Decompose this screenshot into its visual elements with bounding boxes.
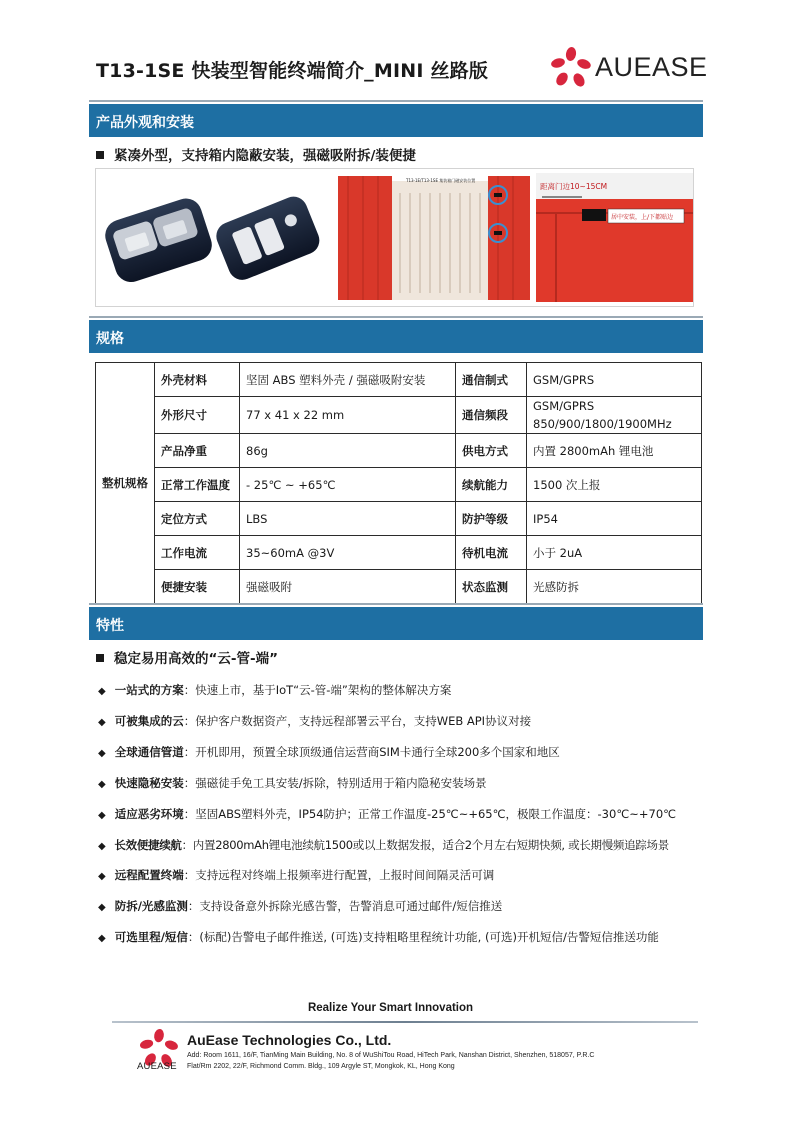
footer-company: AuEase Technologies Co., Ltd. — [187, 1032, 392, 1048]
spec-label: 待机电流 — [456, 536, 527, 570]
table-row — [96, 536, 702, 570]
diamond-bullet-icon: ◆ — [98, 717, 106, 728]
table-row — [96, 434, 702, 468]
diamond-bullet-icon: ◆ — [98, 779, 106, 790]
spec-value: IP54 — [527, 502, 702, 536]
spec-label: 产品净重 — [155, 434, 240, 468]
list-item: ◆ 一站式的方案：快速上市，基于IoT“云-管-端”架构的整体解决方案 — [98, 683, 452, 697]
spec-label: 外形尺寸 — [155, 397, 240, 434]
spec-value: 小于 2uA — [527, 536, 702, 570]
install-callout: 居中安装，上/下都贴边 — [611, 214, 674, 221]
footer-brand: AUEASE — [137, 1061, 177, 1072]
list-item: ◆ 防拆/光感监测：支持设备意外拆除光感告警，告警消息可通过邮件/短信推送 — [98, 899, 503, 913]
spec-value: 坚固 ABS 塑料外壳 / 强磁吸附安装 — [240, 363, 456, 397]
distance-callout: 距离门边10~15CM — [540, 182, 608, 191]
list-item: ◆ 快速隐秘安装：强磁徒手免工具安装/拆除，特别适用于箱内隐秘安装场景 — [98, 776, 487, 790]
spec-label: 供电方式 — [456, 434, 527, 468]
section-band-specs: 规格 — [89, 320, 703, 353]
brand-name: AUEASE — [595, 52, 708, 82]
section-band-features: 特性 — [89, 607, 703, 640]
square-bullet-icon — [96, 654, 104, 662]
aueease-logo-icon — [548, 46, 594, 90]
product-photo — [96, 169, 336, 306]
spec-value: GSM/GPRS — [527, 363, 702, 397]
table-row — [96, 570, 702, 604]
spec-value: 35~60mA @3V — [240, 536, 456, 570]
diamond-bullet-icon: ◆ — [98, 748, 106, 759]
footer-divider — [112, 1021, 698, 1023]
container-caption: T13-1E/T13-1SE 集装箱门磁安装位置 — [406, 178, 476, 183]
divider — [89, 316, 703, 318]
spec-label: 工作电流 — [155, 536, 240, 570]
list-item: ◆ 适应恶劣环境：坚固ABS塑料外壳，IP54防护；正常工作温度-25℃~+65℃，极限工作温度：-30℃~+70℃ — [98, 807, 677, 821]
diamond-bullet-icon: ◆ — [98, 841, 106, 852]
footer-address-shenzhen: Add: Room 1611, 16/F, TianMing Main Building, No. 8 of WuShiTou Road, HiTech Park, Nanshan District, Shenzhen, 518057, P.R.C — [187, 1052, 595, 1059]
spec-value: 1500 次上报 — [527, 468, 702, 502]
spec-label: 便捷安装 — [155, 570, 240, 604]
list-item: ◆ 可选里程/短信：(标配)告警电子邮件推送, (可选)支持粗略里程统计功能, (可选)开机短信/告警短信推送功能 — [98, 930, 659, 944]
brand-logo — [548, 46, 708, 90]
spec-value: 86g — [240, 434, 456, 468]
spec-value: 内置 2800mAh 锂电池 — [527, 434, 702, 468]
features-subhead: 稳定易用高效的“云-管-端” — [96, 647, 278, 667]
square-bullet-icon — [96, 151, 104, 159]
spec-value: - 25℃ ~ +65℃ — [240, 468, 456, 502]
spec-value: 77 x 41 x 22 mm — [240, 397, 456, 434]
spec-label: 通信频段 — [456, 397, 527, 434]
spec-value — [527, 397, 702, 434]
table-row — [96, 363, 702, 397]
spec-label: 正常工作温度 — [155, 468, 240, 502]
diamond-bullet-icon: ◆ — [98, 810, 106, 821]
diamond-bullet-icon: ◆ — [98, 902, 106, 913]
diamond-bullet-icon: ◆ — [98, 686, 106, 697]
spec-category: 整机规格 — [96, 363, 155, 604]
closeup-install-photo — [536, 173, 693, 302]
spec-label: 外壳材料 — [155, 363, 240, 397]
spec-label: 定位方式 — [155, 502, 240, 536]
table-row — [96, 502, 702, 536]
product-photo-panel — [95, 168, 694, 307]
footer-address-hongkong: Flat/Rm 2202, 22/F, Richmond Comm. Bldg., 109 Argyle ST, Mongkok, KL, Hong Kong — [187, 1063, 455, 1070]
divider — [89, 603, 703, 605]
list-item: ◆ 远程配置终端：支持远程对终端上报频率进行配置，上报时间间隔灵活可调 — [98, 868, 495, 882]
spec-value: 光感防拆 — [527, 570, 702, 604]
spec-value-line: 850/900/1800/1900MHz — [533, 417, 672, 431]
page-title: T13-1SE 快装型智能终端简介_MINI 丝路版 — [96, 60, 489, 82]
spec-value: LBS — [240, 502, 456, 536]
appearance-subhead: 紧凑外型，支持箱内隐蔽安装，强磁吸附拆/装便捷 — [96, 144, 416, 164]
diamond-bullet-icon: ◆ — [98, 871, 106, 882]
table-row — [96, 397, 702, 434]
list-item: ◆ 全球通信管道：开机即用，预置全球顶级通信运营商SIM卡通行全球200多个国家和地区 — [98, 745, 560, 759]
spec-label: 通信制式 — [456, 363, 527, 397]
section-band-appearance: 产品外观和安装 — [89, 104, 703, 137]
list-item: ◆ 长效便捷续航：内置2800mAh锂电池续航1500或以上数据发报，适合2个月左右短期快频, 或长期慢频追踪场景 — [98, 838, 669, 852]
spec-table — [95, 362, 702, 604]
list-item: ◆ 可被集成的云：保护客户数据资产，支持远程部署云平台，支持WEB API协议对接 — [98, 714, 532, 728]
spec-value: 强磁吸附 — [240, 570, 456, 604]
spec-label: 防护等级 — [456, 502, 527, 536]
spec-value-line: GSM/GPRS — [533, 399, 595, 413]
table-row — [96, 468, 702, 502]
spec-label: 续航能力 — [456, 468, 527, 502]
container-install-photo — [338, 173, 530, 302]
diamond-bullet-icon: ◆ — [98, 933, 106, 944]
divider — [89, 100, 703, 102]
footer-slogan: Realize Your Smart Innovation — [307, 1002, 474, 1014]
spec-label: 状态监测 — [456, 570, 527, 604]
